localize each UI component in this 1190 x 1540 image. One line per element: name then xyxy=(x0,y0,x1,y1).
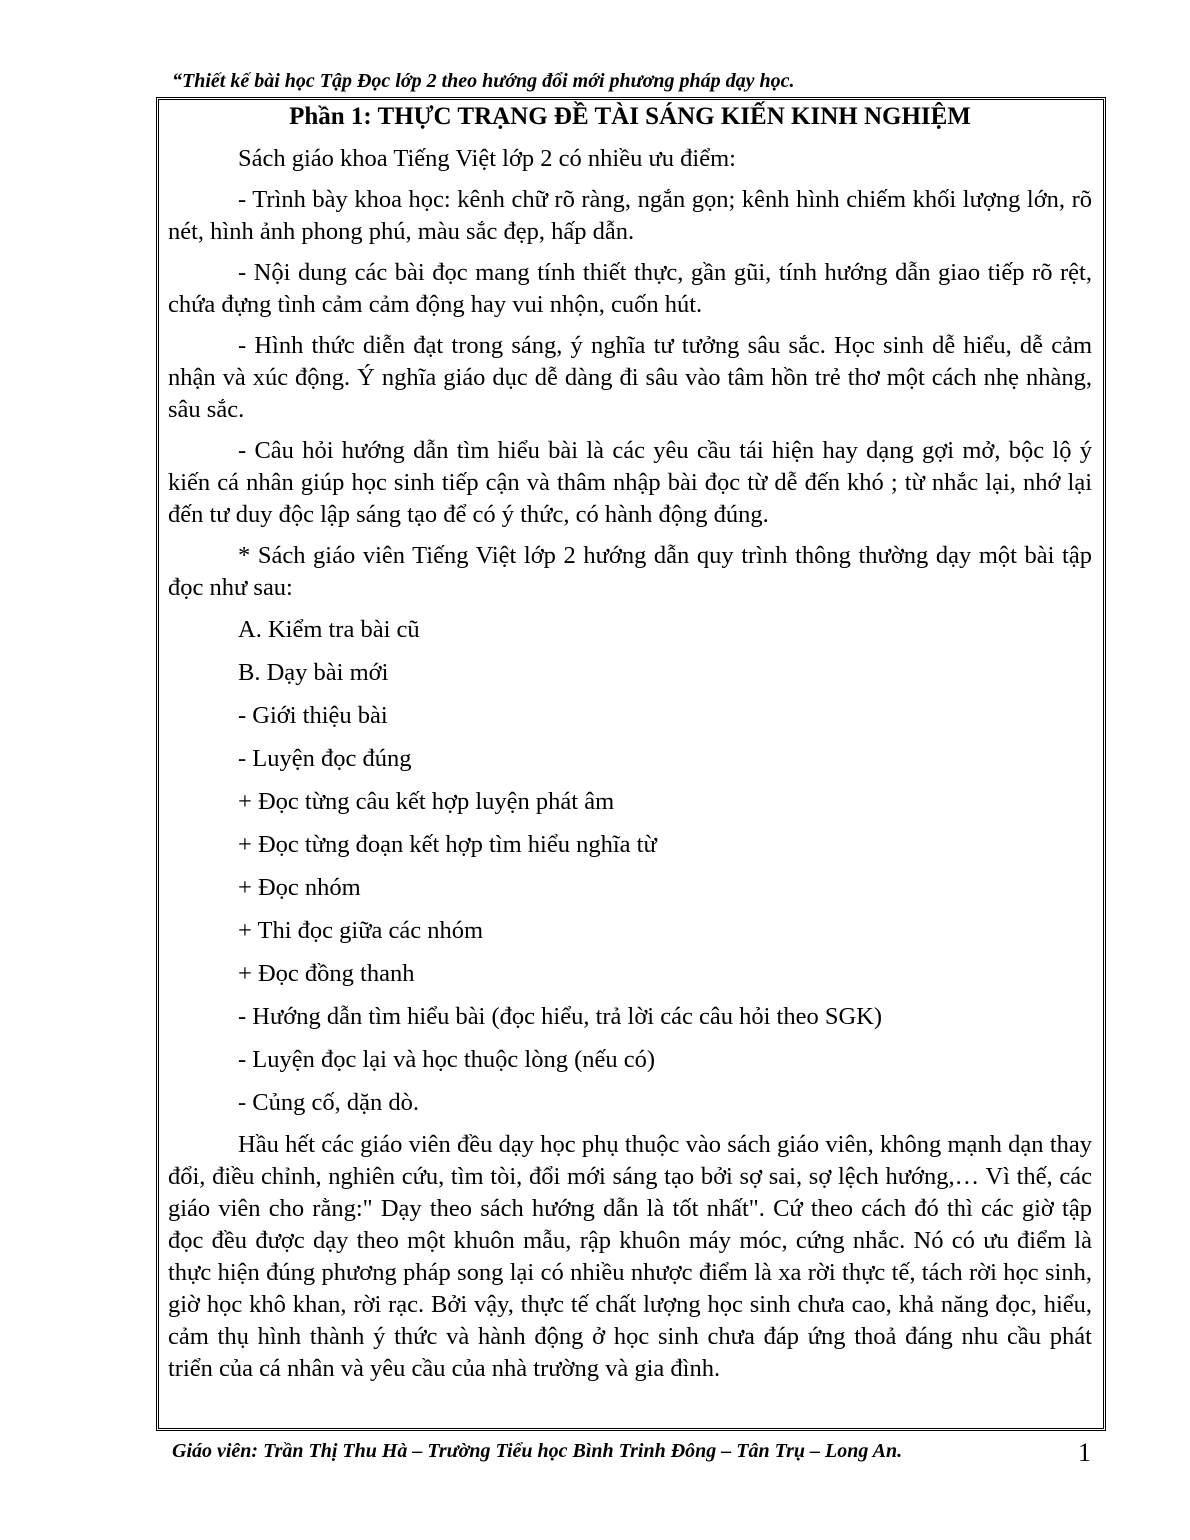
page-number: 1 xyxy=(1078,1438,1091,1467)
list-item: + Đọc nhóm xyxy=(238,874,361,901)
paragraph-questions: - Câu hỏi hướng dẫn tìm hiểu bài là các yêu cầu tái hiện hay dạng gợi mở, bộc lộ ý kiến cá nhân giúp học sinh tiếp cận và thâm nhập bài đọc từ dễ đến khó ; từ nhắc lại, nhớ lại đến tư duy độc lập sáng tạo để có ý thức, có hành động đúng. xyxy=(168,437,1092,528)
paragraph-closing: Hầu hết các giáo viên đều dạy học phụ thuộc vào sách giáo viên, không mạnh dạn thay đổi, điều chỉnh, nghiên cứu, tìm tòi, đổi mới sáng tạo bởi sợ sai, sợ lệch hướng,… Vì thế, các giáo viên cho rằng:" Dạy theo sách hướng dẫn là tốt nhất". Cứ theo cách đó thì các giờ tập đọc đều được dạy theo một khuôn mẫu, rập khuôn máy móc, cứng nhắc. Nó có ưu điểm là thực hiện đúng phương pháp song lại có nhiều nhược điểm là xa rời thực tế, tách rời học sinh, giờ học khô khan, rời rạc. Bởi vậy, thực tế chất lượng học sinh chưa cao, khả năng đọc, hiểu, cảm thụ hình thành ý thức và hành động ở học sinh chưa đáp ứng thoả đáng nhu cầu phát triển của cá nhân và yêu cầu của nhà trường và gia đình. xyxy=(168,1131,1092,1382)
list-item: + Đọc đồng thanh xyxy=(238,960,415,987)
page-footer: Giáo viên: Trần Thị Thu Hà – Trường Tiểu học Bình Trinh Đông – Tân Trụ – Long An. xyxy=(172,1440,903,1462)
list-item: + Đọc từng đoạn kết hợp tìm hiểu nghĩa từ xyxy=(238,831,657,858)
list-item: + Đọc từng câu kết hợp luyện phát âm xyxy=(238,788,615,815)
section-title: Phần 1: THỰC TRẠNG ĐỀ TÀI SÁNG KIẾN KINH NGHIỆM xyxy=(289,103,971,130)
list-item: - Giới thiệu bài xyxy=(238,702,388,729)
list-item: - Luyện đọc đúng xyxy=(238,745,412,772)
page-header: “Thiết kế bài học Tập Đọc lớp 2 theo hướng đổi mới phương pháp dạy học. xyxy=(172,70,795,92)
paragraph-teacher-guide: * Sách giáo viên Tiếng Việt lớp 2 hướng dẫn quy trình thông thường dạy một bài tập đọc như sau: xyxy=(168,542,1092,601)
list-item: B. Dạy bài mới xyxy=(238,659,389,686)
list-item: - Củng cố, dặn dò. xyxy=(238,1089,419,1116)
list-item: + Thi đọc giữa các nhóm xyxy=(238,917,484,944)
paragraph-content: - Nội dung các bài đọc mang tính thiết thực, gần gũi, tính hướng dẫn giao tiếp rõ rệt, chứa đựng tình cảm cảm động hay vui nhộn, cuốn hút. xyxy=(168,259,1092,318)
paragraph-presentation: - Trình bày khoa học: kênh chữ rõ ràng, ngắn gọn; kênh hình chiếm khối lượng lớn, rõ nét, hình ảnh phong phú, màu sắc đẹp, hấp dẫn. xyxy=(168,186,1092,245)
list-item: - Luyện đọc lại và học thuộc lòng (nếu có) xyxy=(238,1046,656,1073)
list-item: - Hướng dẫn tìm hiểu bài (đọc hiểu, trả lời các câu hỏi theo SGK) xyxy=(238,1003,883,1030)
document-body xyxy=(168,100,1092,1394)
list-item: A. Kiểm tra bài cũ xyxy=(238,616,420,643)
paragraph-expression: - Hình thức diễn đạt trong sáng, ý nghĩa tư tưởng sâu sắc. Học sinh dễ hiểu, dễ cảm nhận và xúc động. Ý nghĩa giáo dục dễ dàng đi sâu vào tâm hồn trẻ thơ một cách nhẹ nhàng, sâu sắc. xyxy=(168,332,1092,423)
paragraph-intro: Sách giáo khoa Tiếng Việt lớp 2 có nhiều ưu điểm: xyxy=(238,145,736,172)
